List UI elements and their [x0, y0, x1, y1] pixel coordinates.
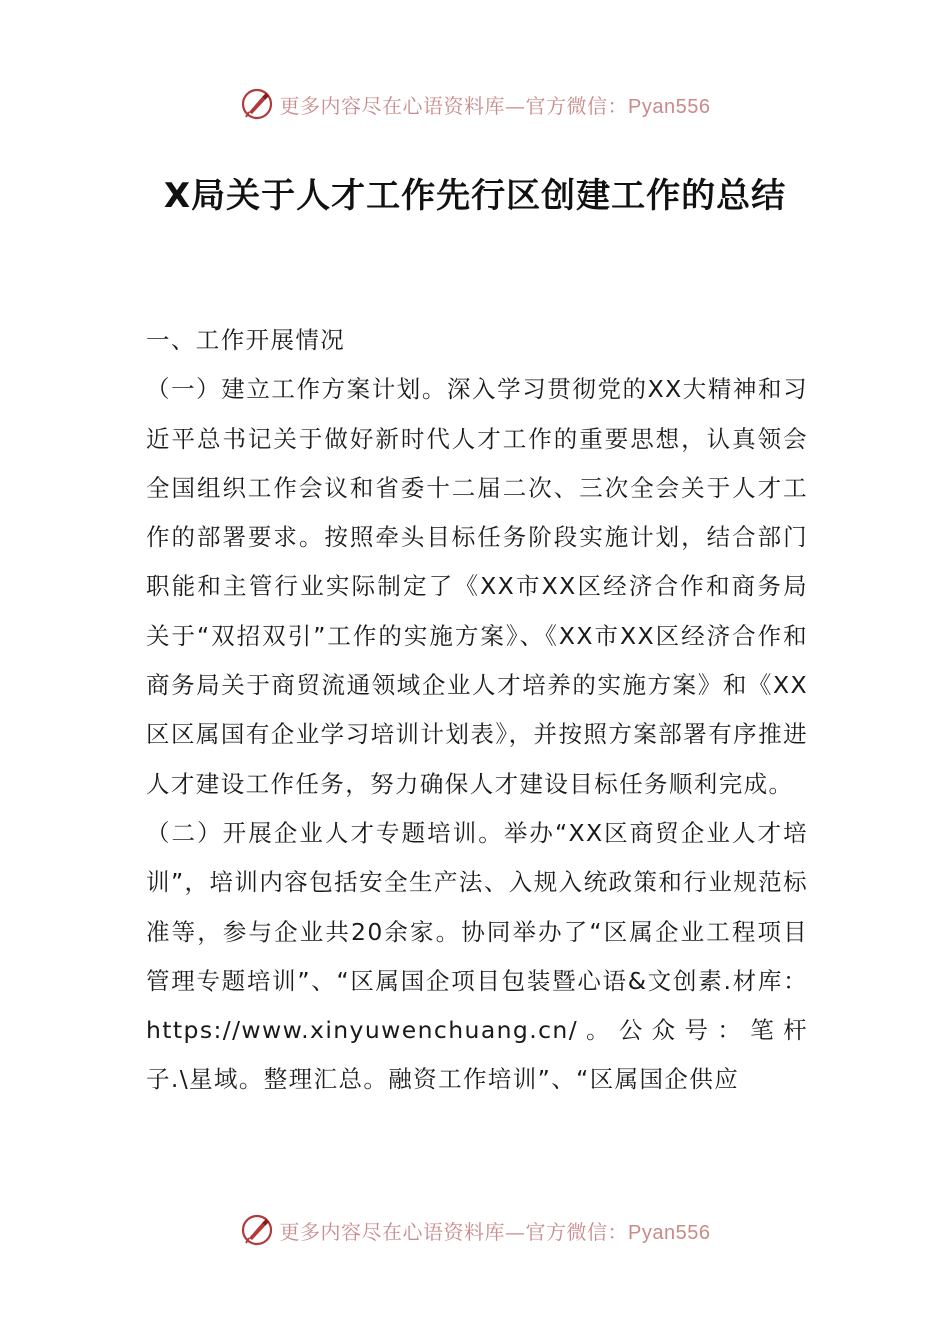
header-wechat-id: Pyan556 [628, 95, 711, 118]
footer-wechat-id: Pyan556 [628, 1221, 711, 1244]
section-heading: 一、工作开展情况 [146, 326, 346, 354]
document-body [146, 316, 808, 1105]
document-title: X局关于人才工作先行区创建工作的总结 [163, 176, 787, 216]
paragraph-2: （二）开展企业人才专题培训。举办“XX区商贸企业人才培训”，培训内容包括安全生产法、入规入统政策和行业规范标准等，参与企业共20余家。协同举办了“区属企业工程项目管理专题培训”、“区属国企项目包装暨心语&文创素.材库：https://www.xinyuwenchuang.cn/。公众号：笔杆子.\星域。整理汇总。融资工作培训”、“区属国企供应 [146, 818, 808, 1094]
header-watermark-banner [0, 84, 950, 124]
pen-nib-logo-icon [240, 1213, 274, 1247]
pen-nib-logo-icon [240, 87, 274, 121]
footer-watermark-banner [0, 1210, 950, 1250]
header-banner-text: 更多内容尽在心语资料库—官方微信：Pyan556 [279, 93, 711, 118]
footer-banner-text: 更多内容尽在心语资料库—官方微信：Pyan556 [279, 1219, 711, 1244]
paragraph-1: （一）建立工作方案计划。深入学习贯彻党的XX大精神和习近平总书记关于做好新时代人才工作的重要思想，认真领会全国组织工作会议和省委十二届二次、三次全会关于人才工作的部署要求。按照牵头目标任务阶段实施计划，结合部门职能和主管行业实际制定了《XX市XX区经济合作和商务局关于“双招双引”工作的实施方案》、《XX市XX区经济合作和商务局关于商贸流通领域企业人才培养的实施方案》和《XX区区属国有企业学习培训计划表》，并按照方案部署有序推进人才建设工作任务，努力确保人才建设目标任务顺利完成。 [146, 375, 808, 798]
